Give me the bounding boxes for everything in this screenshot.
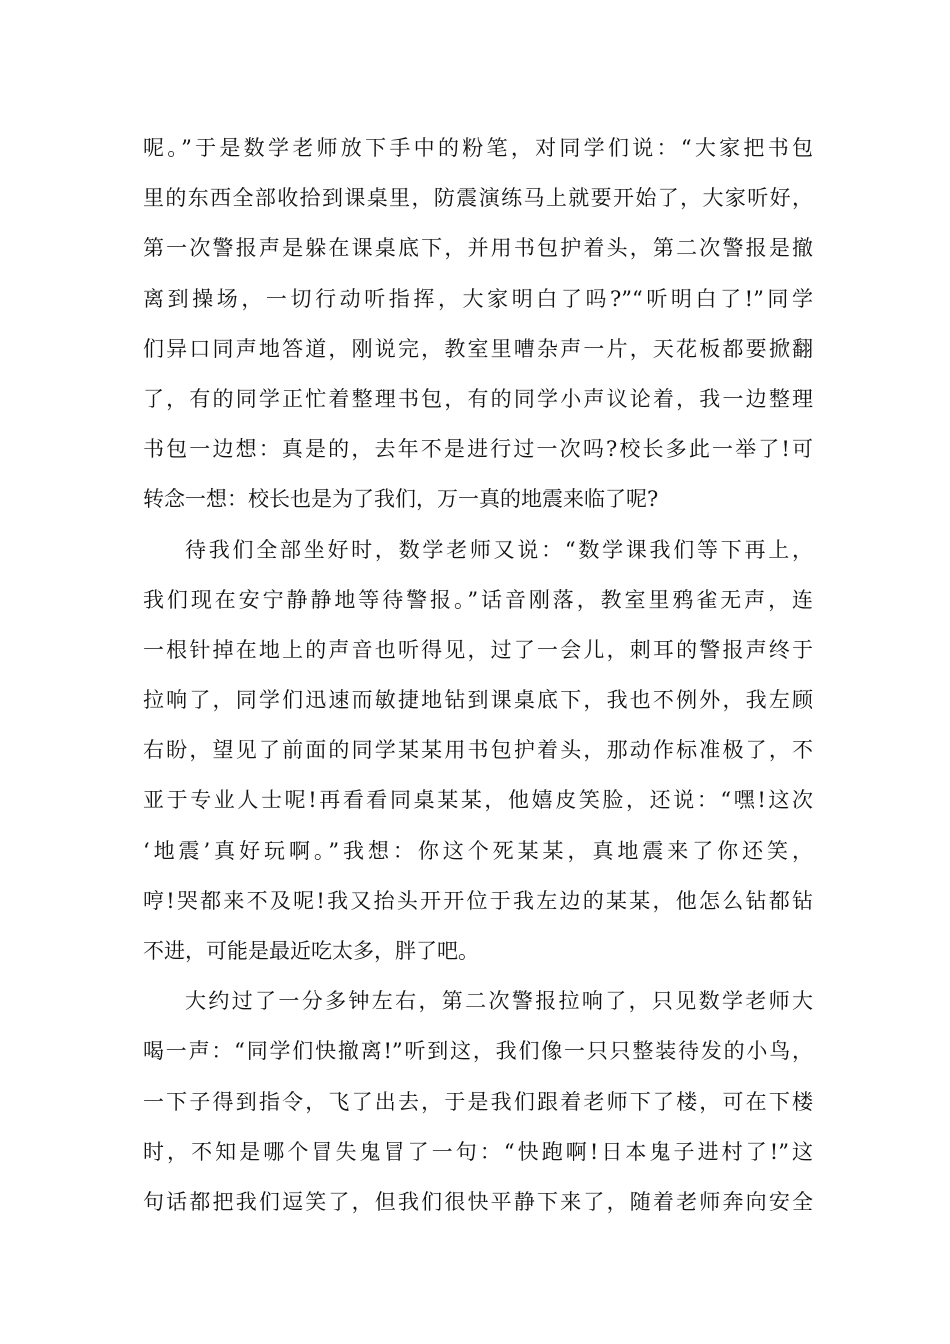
text-line: 句话都把我们逗笑了，但我们很快平静下来了，随着老师奔向安全 [143,1189,813,1214]
paragraph-3 [143,976,813,1227]
text-line: 哼!哭都来不及呢!我又抬头开开位于我左边的某某，他怎么钻都钻 [143,888,813,913]
document-body [143,123,813,1227]
paragraph-1 [143,123,813,525]
text-line: 们异口同声地答道，刚说完，教室里嘈杂声一片，天花板都要掀翻 [143,336,813,361]
text-line: 我们现在安宁静静地等待警报。”话音刚落，教室里鸦雀无声，连 [143,587,813,612]
text-line: 不进，可能是最近吃太多，胖了吧。 [143,939,479,963]
text-line: 待我们全部坐好时，数学老师又说：“数学课我们等下再上， [185,537,813,562]
text-line: 大约过了一分多钟左右，第二次警报拉响了，只见数学老师大 [185,989,813,1014]
text-line: 亚于专业人士呢!再看看同桌某某，他嬉皮笑脸，还说：“嘿!这次 [143,788,813,813]
text-line: 离到操场，一切行动听指挥，大家明白了吗?”“听明白了!”同学 [143,286,813,311]
text-line: 一根针掉在地上的声音也听得见，过了一会儿，刺耳的警报声终于 [143,637,813,662]
text-line: 第一次警报声是躲在课桌底下，并用书包护着头，第二次警报是撤 [143,236,813,261]
text-line: 时，不知是哪个冒失鬼冒了一句：“快跑啊!日本鬼子进村了!”这 [143,1139,813,1164]
text-line: 一下子得到指令，飞了出去，于是我们跟着老师下了楼，可在下楼 [143,1089,813,1114]
text-line: 右盼，望见了前面的同学某某用书包护着头，那动作标准极了，不 [143,738,813,763]
text-line: 书包一边想：真是的，去年不是进行过一次吗?校长多此一举了!可 [143,437,813,462]
text-line: 呢。”于是数学老师放下手中的粉笔，对同学们说：“大家把书包 [143,136,813,160]
paragraph-2 [143,525,813,977]
text-line: 喝一声：“同学们快撤离!”听到这，我们像一只只整装待发的小鸟， [143,1039,813,1064]
text-line: 里的东西全部收拾到课桌里，防震演练马上就要开始了，大家听好， [143,186,813,211]
text-line: 拉响了，同学们迅速而敏捷地钻到课桌底下，我也不例外，我左顾 [143,688,813,713]
text-line: 了，有的同学正忙着整理书包，有的同学小声议论着，我一边整理 [143,386,813,411]
text-line: ‘地震’真好玩啊。”我想：你这个死某某，真地震来了你还笑， [143,838,813,863]
text-line: 转念一想：校长也是为了我们，万一真的地震来临了呢? [143,487,659,512]
